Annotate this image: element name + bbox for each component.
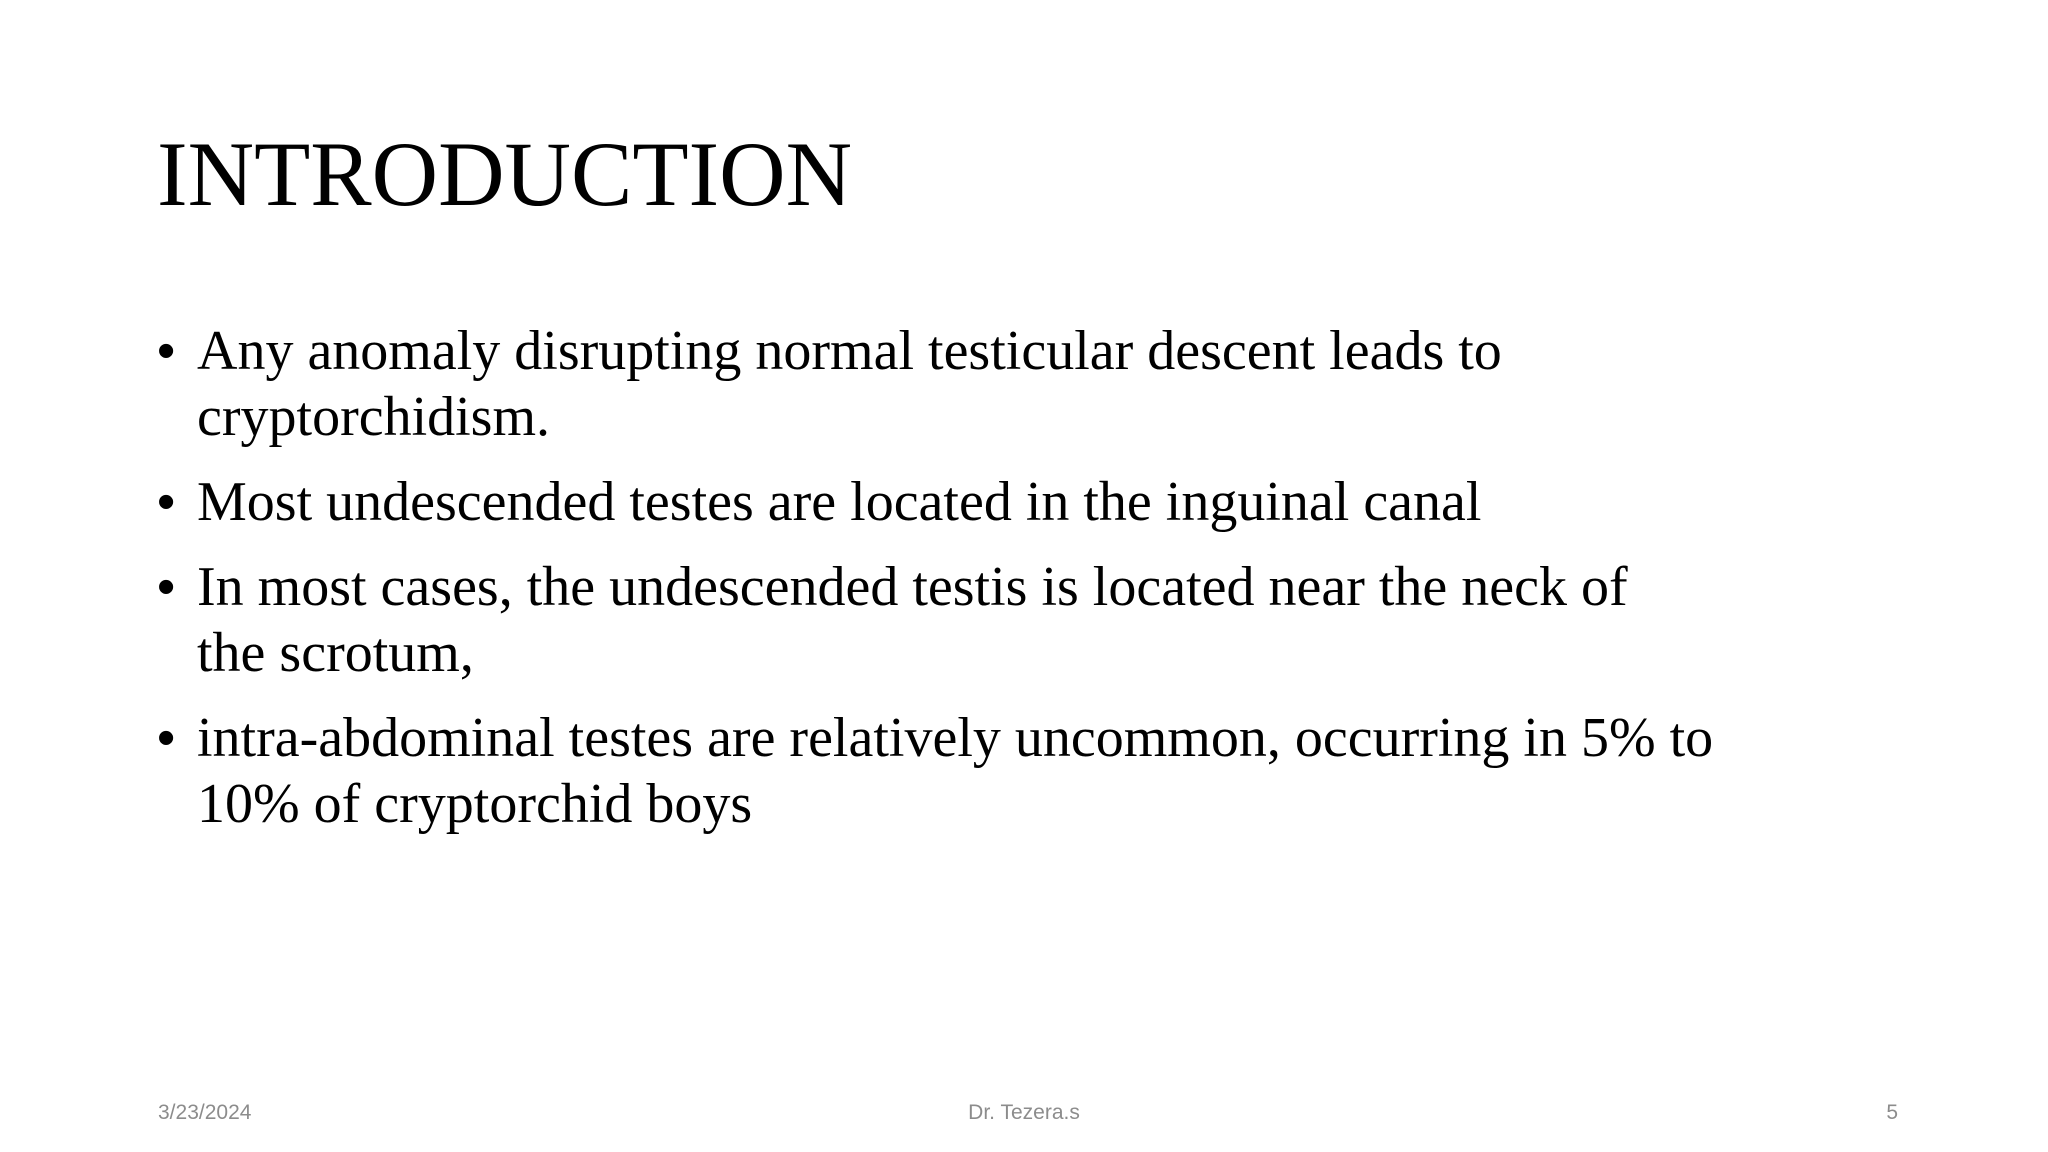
bullet-list xyxy=(157,318,1877,856)
bullet-item xyxy=(157,705,1877,837)
bullet-item xyxy=(157,318,1877,450)
slide-number: 5 xyxy=(1886,1101,1898,1124)
bullet-text-line: the scrotum, xyxy=(197,622,474,684)
bullet-text-line: 10% of cryptorchid boys xyxy=(197,773,753,835)
bullet-icon: • xyxy=(157,558,176,616)
bullet-text-line: cryptorchidism. xyxy=(197,386,551,448)
footer-author: Dr. Tezera.s xyxy=(968,1101,1080,1124)
bullet-text-line: Any anomaly disrupting normal testicular descent leads to xyxy=(197,320,1502,382)
bullet-text-line: intra-abdominal testes are relatively uncommon, occurring in 5% to xyxy=(197,707,1714,769)
bullet-icon: • xyxy=(157,473,176,531)
slide-title: INTRODUCTION xyxy=(157,123,853,225)
bullet-icon: • xyxy=(157,322,176,380)
bullet-icon: • xyxy=(157,709,176,767)
footer-date: 3/23/2024 xyxy=(158,1101,252,1124)
bullet-text-line: Most undescended testes are located in the inguinal canal xyxy=(197,471,1482,533)
bullet-item xyxy=(157,469,1877,535)
bullet-text-line: In most cases, the undescended testis is located near the neck of xyxy=(197,556,1628,618)
bullet-item xyxy=(157,554,1877,686)
